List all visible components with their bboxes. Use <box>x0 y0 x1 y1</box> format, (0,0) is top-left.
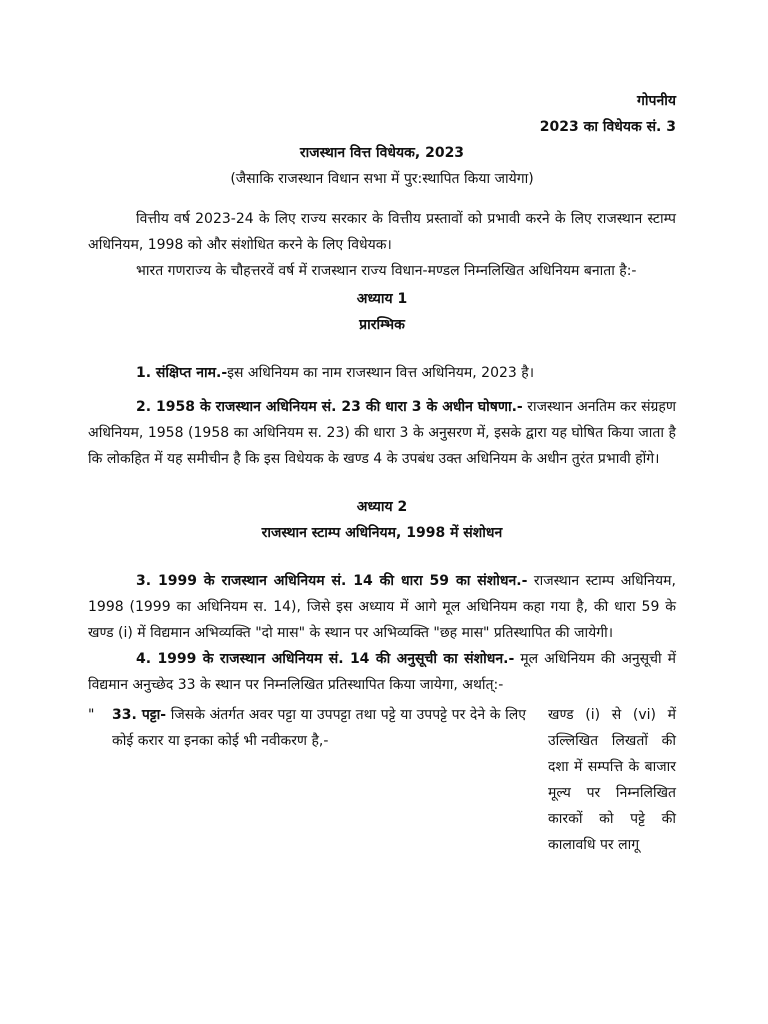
opening-quote-mark: " <box>88 707 95 723</box>
bill-subtitle: (जैसाकि राजस्थान विधान सभा में पुर:स्थापित किया जायेगा) <box>230 171 534 187</box>
chapter-1-title: प्रारम्भिक <box>359 317 405 333</box>
section-3-heading: 3. 1999 के राजस्थान अधिनियम सं. 14 की धारा 59 का संशोधन.- <box>136 573 528 589</box>
section-1 <box>88 360 676 386</box>
article-33-text: जिसके अंतर्गत अवर पट्टा या उपपट्टा तथा पट्टे या उपपट्टे पर देने के लिए कोई करार या इनका कोई भी नवीकरण है,- <box>112 707 526 749</box>
section-4 <box>88 646 676 698</box>
section-4-heading: 4. 1999 के राजस्थान अधिनियम सं. 14 की अनुसूची का संशोधन.- <box>136 651 515 667</box>
section-2-text: राजस्थान अनतिम कर संग्रहण अधिनियम, 1958 (1958 का अधिनियम स. 23) की धारा 3 के अनुसरण में, इसके द्वारा यह घोषित किया जाता है कि लोकहित में यह समीचीन है कि इस विधेयक के खण्ड 4 के उपबंध उक्त अधिनियम के अधीन तुरंत प्रभावी होंगे। <box>88 399 676 467</box>
chapter-2-number: अध्याय 2 <box>356 499 408 515</box>
section-3-text: राजस्थान स्टाम्प अधिनियम, 1998 (1999 का अधिनियम स. 14), जिसे इस अध्याय में आगे मूल अधिनियम कहा गया है, की धारा 59 के खण्ड (i) में विद्यमान अभिव्यक्ति "दो मास" के स्थान पर अभिव्यक्ति "छह मास" प्रतिस्थापित की जायेगी। <box>88 573 676 641</box>
confidential-label: गोपनीय <box>637 93 676 109</box>
bill-title: राजस्थान वित्त विधेयक, 2023 <box>299 145 465 161</box>
bill-number: 2023 का विधेयक सं. 3 <box>539 119 676 135</box>
section-3 <box>88 568 676 646</box>
section-2-heading: 2. 1958 के राजस्थान अधिनियम सं. 23 की धारा 3 के अधीन घोषणा.- <box>136 399 523 415</box>
schedule-duty-column: खण्ड (i) से (vi) में उल्लिखित लिखतों की दशा में सम्पत्ति के बाजार मूल्य पर निम्नलिखित कारकों को पट्टे की कालावधि पर लागू <box>548 707 676 853</box>
section-1-heading: 1. संक्षिप्त नाम.- <box>136 365 228 381</box>
schedule-article-33 <box>88 702 676 858</box>
section-4-text: मूल अधिनियम की अनुसूची में विद्यमान अनुच्छेद 33 के स्थान पर निम्नलिखित प्रतिस्थापित किया जायेगा, अर्थात्:- <box>88 651 676 693</box>
chapter-1-number: अध्याय 1 <box>356 291 408 307</box>
preamble-paragraph-1: वित्तीय वर्ष 2023-24 के लिए राज्य सरकार के वित्तीय प्रस्तावों को प्रभावी करने के लिए राजस्थान स्टाम्प अधिनियम, 1998 को और संशोधित करने के लिए विधेयक। <box>88 211 676 253</box>
chapter-2-title: राजस्थान स्टाम्प अधिनियम, 1998 में संशोधन <box>261 525 503 541</box>
article-33-heading: 33. पट्टा- <box>112 707 167 723</box>
section-1-text: इस अधिनियम का नाम राजस्थान वित्त अधिनियम, 2023 है। <box>227 365 535 381</box>
preamble-paragraph-2: भारत गणराज्य के चौहत्तरवें वर्ष में राजस्थान राज्य विधान-मण्डल निम्नलिखित अधिनियम बनाता है:- <box>136 263 637 279</box>
section-2 <box>88 394 676 472</box>
schedule-article-description <box>112 702 548 858</box>
